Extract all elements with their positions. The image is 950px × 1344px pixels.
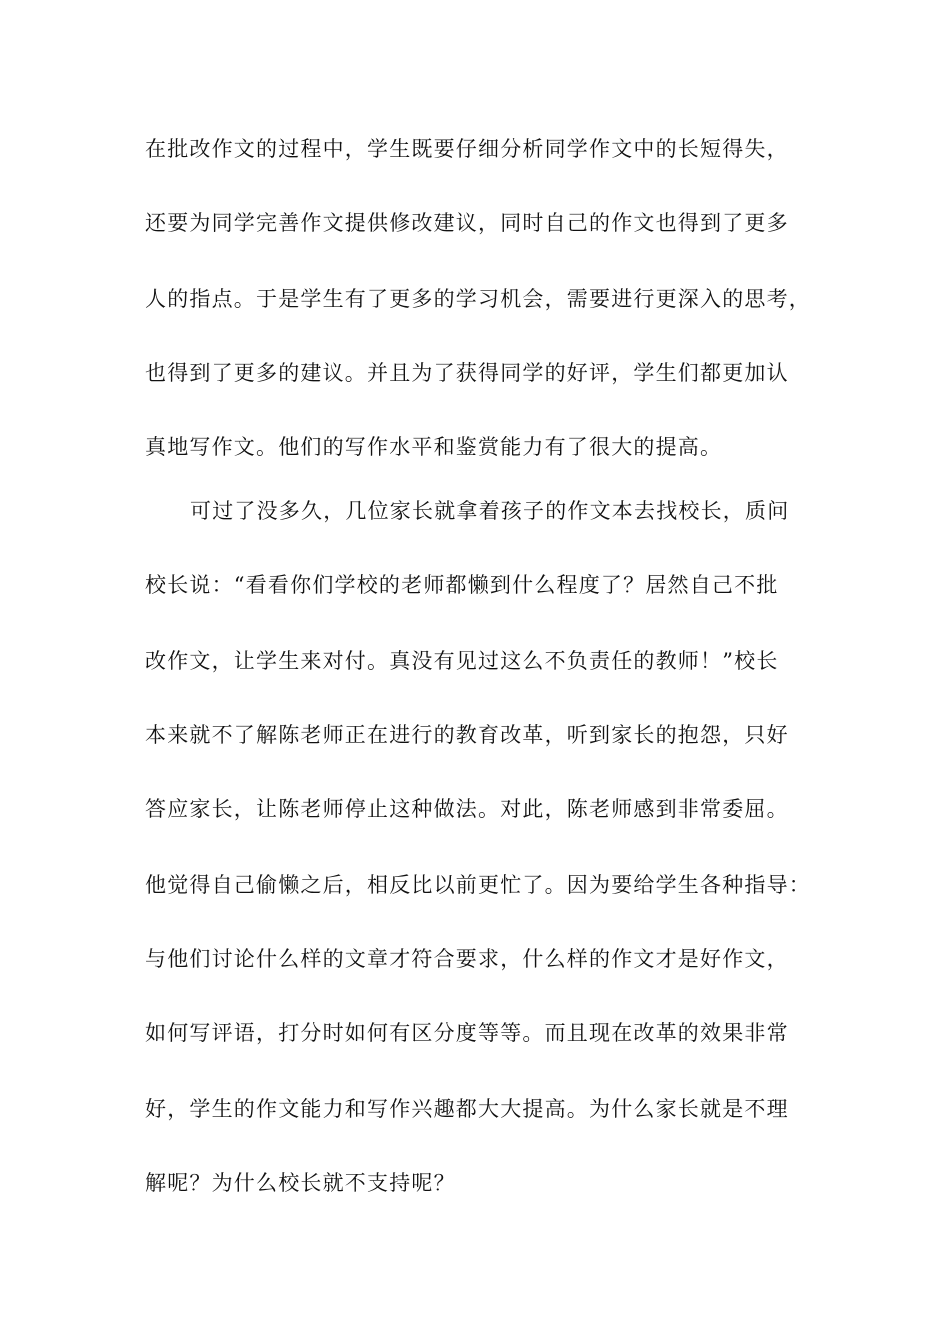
paragraph-line: 还要为同学完善作文提供修改建议，同时自己的作文也得到了更多 [145,211,789,235]
paragraph-line: 在批改作文的过程中，学生既要仔细分析同学作文中的长短得失， [145,137,789,161]
paragraph-line: 与他们讨论什么样的文章才符合要求，什么样的作文才是好作文， [145,947,789,971]
paragraph-line: 解呢？为什么校长就不支持呢？ [145,1171,456,1195]
paragraph-line: 真地写作文。他们的写作水平和鉴赏能力有了很大的提高。 [145,435,723,459]
paragraph-line: 校长说：“看看你们学校的老师都懒到什么程度了？居然自己不批 [145,573,779,597]
paragraph-line: 可过了没多久，几位家长就拿着孩子的作文本去找校长，质问 [190,499,790,523]
paragraph-line: 如何写评语，打分时如何有区分度等等。而且现在改革的效果非常 [145,1021,789,1045]
paragraph-line: 答应家长，让陈老师停止这种做法。对此，陈老师感到非常委屈。 [145,797,789,821]
paragraph-line: 好，学生的作文能力和写作兴趣都大大提高。为什么家长就是不理 [145,1097,789,1121]
paragraph-line: 本来就不了解陈老师正在进行的教育改革，听到家长的抱怨，只好 [145,723,789,747]
paragraph-line: 改作文，让学生来对付。真没有见过这么不负责任的教师！”校长 [145,649,779,673]
paragraph-line: 人的指点。于是学生有了更多的学习机会，需要进行更深入的思考， [145,287,811,311]
paragraph-line: 也得到了更多的建议。并且为了获得同学的好评，学生们都更加认 [145,361,789,385]
paragraph-line: 他觉得自己偷懒之后，相反比以前更忙了。因为要给学生各种指导： [145,873,811,897]
